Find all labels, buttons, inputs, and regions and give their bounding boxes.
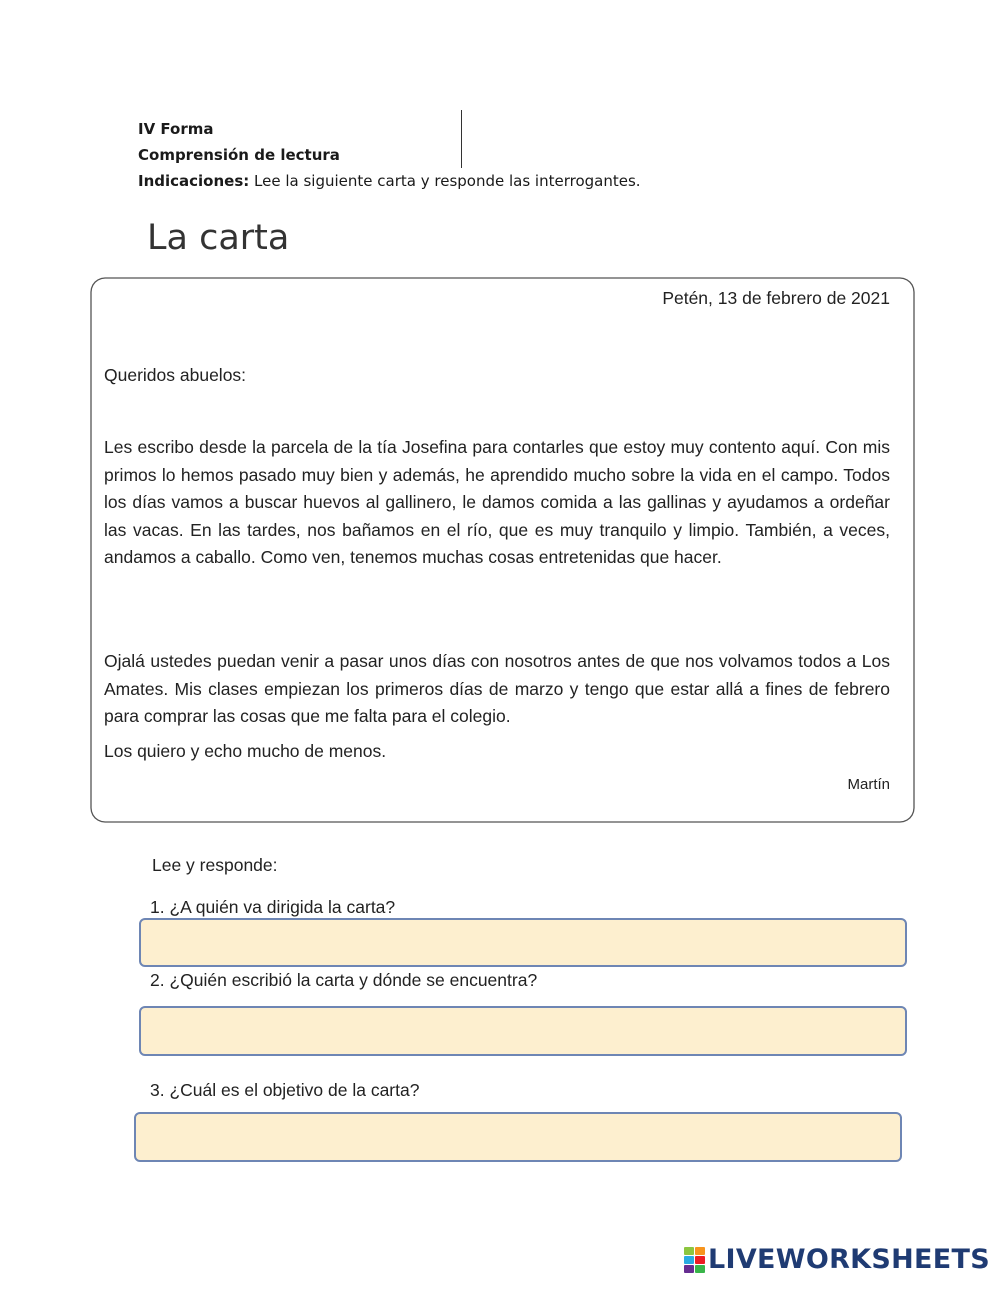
- answer-input-2[interactable]: [139, 1006, 907, 1056]
- worksheet-header: [138, 116, 641, 194]
- logo-block: [695, 1247, 705, 1255]
- letter-date: Petén, 13 de febrero de 2021: [662, 288, 890, 308]
- page-title: La carta: [147, 218, 290, 258]
- logo-blocks-icon: [684, 1247, 705, 1273]
- question-1: 1. ¿A quién va dirigida la carta?: [150, 897, 396, 917]
- questions-prompt: Lee y responde:: [152, 855, 278, 875]
- answer-input-3[interactable]: [134, 1112, 902, 1162]
- header-divider: [461, 110, 462, 168]
- letter-paragraph-1: Les escribo desde la parcela de la tía Josefina para contarles que estoy muy contento aquí. Con mis primos lo hemos pasado muy bien y además, he aprendido mucho sobre la vida en el campo. Todos los días vamos a buscar huevos al gallinero, le damos comida a las gallinas y ayudamos a ordeñar las vacas. En las tardes, nos bañamos en el río, que es muy tranquilo y limpio. También, a veces, andamos a caballo. Como ven, tenemos muchas cosas entretenidas que hacer.: [104, 437, 890, 567]
- logo-block: [695, 1265, 705, 1273]
- liveworksheets-logo: [684, 1244, 990, 1275]
- instructions-text: Lee la siguiente carta y responde las interrogantes.: [249, 172, 641, 190]
- letter-signature: Martín: [847, 776, 890, 793]
- instructions-label: Indicaciones:: [138, 172, 250, 190]
- logo-block: [695, 1256, 705, 1264]
- logo-block: [684, 1265, 694, 1273]
- instructions-line: [138, 168, 641, 194]
- logo-block: [684, 1247, 694, 1255]
- form-label: IV Forma: [138, 120, 214, 138]
- logo-text: LIVEWORKSHEETS: [707, 1244, 990, 1275]
- question-3: 3. ¿Cuál es el objetivo de la carta?: [150, 1080, 420, 1100]
- letter-greeting: Queridos abuelos:: [104, 365, 247, 385]
- logo-block: [684, 1256, 694, 1264]
- question-2: 2. ¿Quién escribió la carta y dónde se encuentra?: [150, 970, 538, 990]
- subject-label: Comprensión de lectura: [138, 146, 340, 164]
- answer-input-1[interactable]: [139, 918, 907, 967]
- letter-paragraph-2: Ojalá ustedes puedan venir a pasar unos días con nosotros antes de que nos volvamos todos a Los Amates. Mis clases empiezan los primeros días de marzo y tengo que estar allá a fines de febrero para comprar las cosas que me falta para el colegio.: [104, 651, 890, 726]
- letter-closing: Los quiero y echo mucho de menos.: [104, 741, 387, 761]
